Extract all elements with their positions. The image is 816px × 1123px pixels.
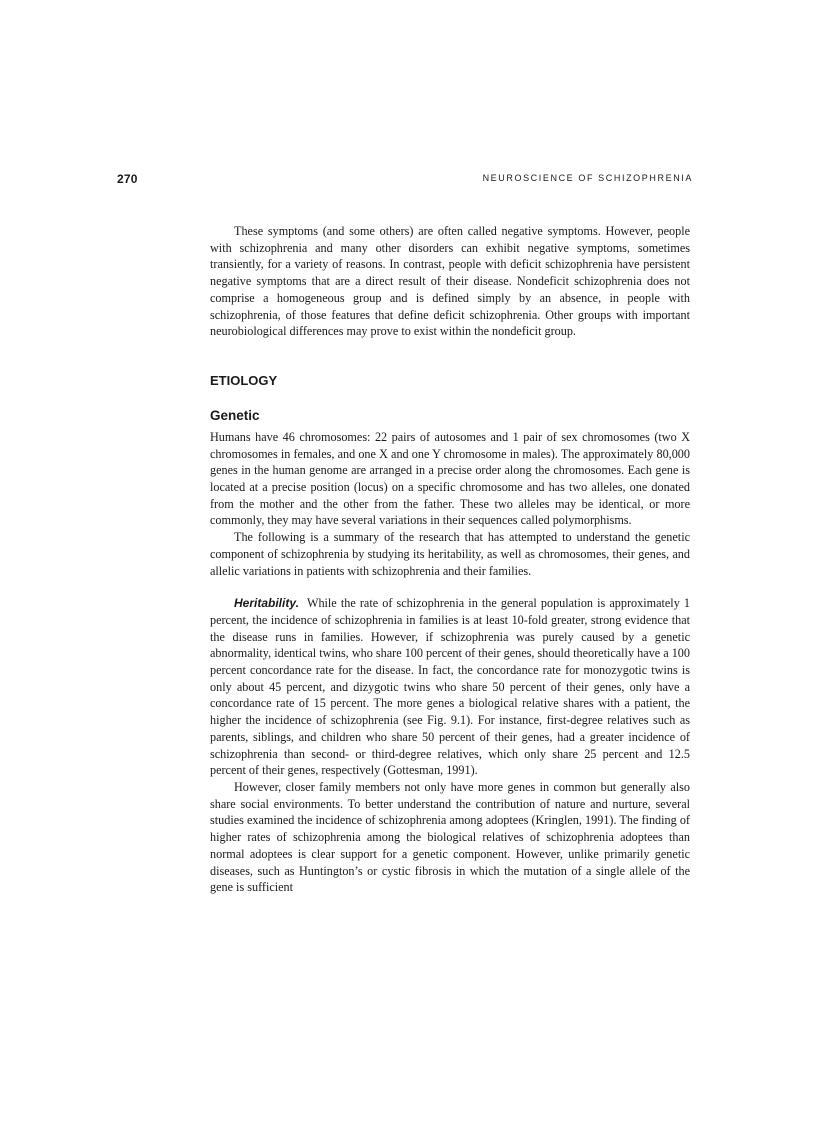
running-head bbox=[117, 172, 693, 192]
running-title: NEUROSCIENCE OF SCHIZOPHRENIA bbox=[482, 173, 693, 183]
body-text bbox=[210, 223, 690, 896]
heritability-run-in-heading: Heritability. bbox=[234, 596, 299, 611]
genetic-paragraph-2: The following is a summary of the research that has attempted to understand the genetic component of schizophrenia by studying its heritability, as well as chromosomes, their genes, and allelic variations in patients with schizophrenia and their families. bbox=[210, 530, 690, 578]
heritability-paragraph-1 bbox=[210, 595, 690, 779]
subsection-heading-genetic: Genetic bbox=[210, 407, 260, 423]
heritability-paragraph-1-text: While the rate of schizophrenia in the general population is approximately 1 percent, the incidence of schizophrenia in families is at least 10-fold greater, strong evidence that the disease runs in families. However, if schizophrenia was purely caused by a genetic abnormality, identical twins, who share 100 percent of their genes, should theoretically have a 100 percent concordance rate for the disease. In fact, the concordance rate for monozygotic twins is only about 45 percent, and dizygotic twins who share 50 percent of their genes, only have a concordance rate of 15 percent. The more genes a biological relative shares with a patient, the higher the incidence of schizophrenia (see Fig. 9.1). For instance, first-degree relatives such as parents, siblings, and children who share 50 percent of their genes, had a greater incidence of schizophrenia than second- or third-degree relatives, which only share 25 percent and 12.5 percent of their genes, respectively (Gottesman, 1991). bbox=[210, 596, 690, 778]
heritability-paragraph-2: However, closer family members not only have more genes in common but generally also share social environments. To better understand the contribution of nature and nurture, several studies examined the incidence of schizophrenia among adoptees (Kringlen, 1991). The finding of higher rates of schizophrenia among the biological relatives of schizophrenia adoptees than normal adoptees is clear support for a genetic component. However, unlike primarily genetic diseases, such as Huntington’s or cystic fibrosis in which the mutation of a single allele of the gene is sufficient bbox=[210, 779, 690, 895]
genetic-paragraph-1: Humans have 46 chromosomes: 22 pairs of autosomes and 1 pair of sex chromosomes (two X chromosomes in females, and one X and one Y chromosome in males). The approximately 80,000 genes in the human genome are arranged in a precise order along the chromosomes. Each gene is located at a precise position (locus) on a specific chromosome and has two alleles, one donated from the mother and the other from the father. These two alleles may be identical, or more commonly, they may have several variations in their sequences called polymorphisms. bbox=[210, 429, 690, 528]
page-number: 270 bbox=[117, 172, 138, 186]
intro-paragraph: These symptoms (and some others) are often called negative symptoms. However, people with schizophrenia and many other disorders can exhibit negative symptoms, sometimes transiently, for a variety of reasons. In contrast, people with deficit schizophrenia have persistent negative symptoms that are a direct result of their disease. Nondeficit schizophrenia does not comprise a homogeneous group and is defined simply by an absence, in people with schizophrenia, of those features that define deficit schizophrenia. Other groups with important neurobiological differences may prove to exist within the nondeficit group. bbox=[210, 224, 690, 339]
section-heading-etiology: ETIOLOGY bbox=[210, 372, 278, 388]
